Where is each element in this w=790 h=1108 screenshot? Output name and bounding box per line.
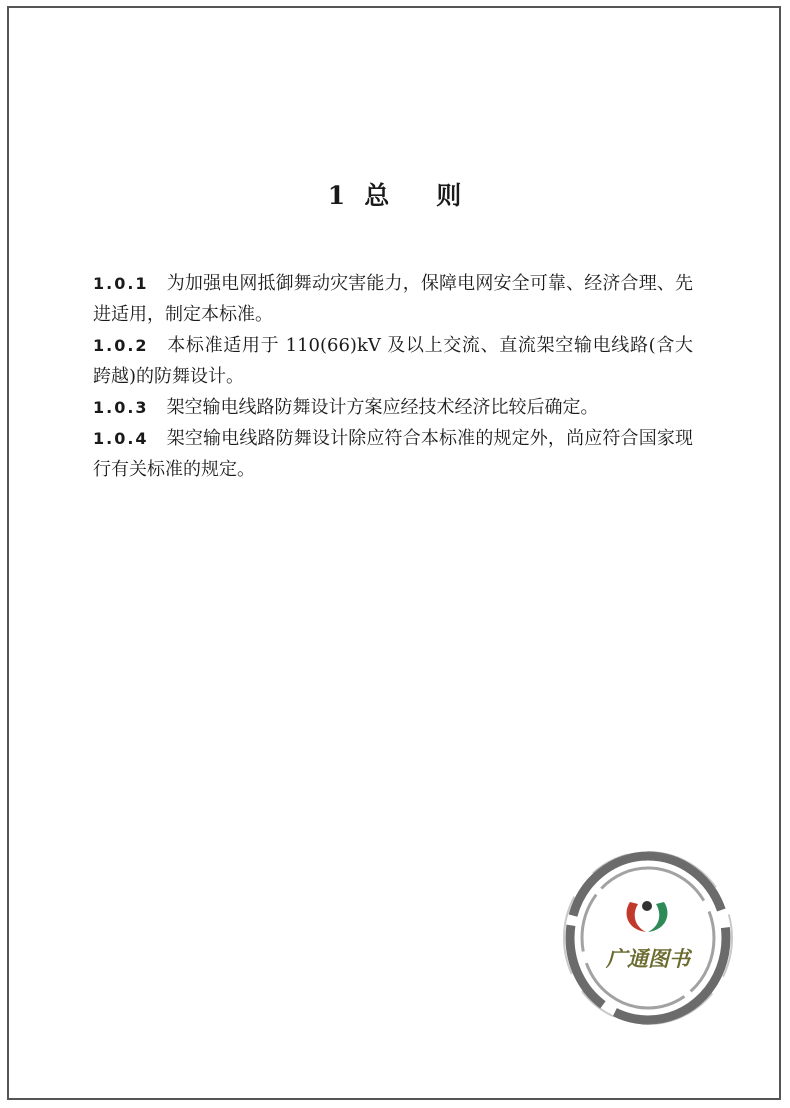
clause-1-0-3 xyxy=(93,392,693,423)
clause-1-0-4 xyxy=(93,423,693,485)
clause-text: 本标准适用于 110(66)kV 及以上交流、直流架空输电线路(含大跨越)的防舞设计。 xyxy=(93,335,693,387)
clause-text: 架空输电线路防舞设计除应符合本标准的规定外，尚应符合国家现行有关标准的规定。 xyxy=(93,428,693,480)
clause-number: 1.0.1 xyxy=(93,274,149,293)
clause-1-0-2 xyxy=(93,330,693,392)
seal-logo-icon xyxy=(627,901,668,932)
clause-list xyxy=(93,268,693,485)
chapter-number: 1 xyxy=(327,181,347,210)
chapter-title-part1: 总 xyxy=(364,181,391,210)
clause-number: 1.0.2 xyxy=(93,336,149,355)
chapter-title-part2: 则 xyxy=(436,181,463,210)
chapter-title xyxy=(0,176,790,212)
clause-text: 架空输电线路防舞设计方案应经技术经济比较后确定。 xyxy=(166,397,599,418)
clause-number: 1.0.4 xyxy=(93,429,149,448)
seal-graphic xyxy=(560,840,740,1030)
clause-1-0-1 xyxy=(93,268,693,330)
publisher-seal xyxy=(560,840,740,1030)
seal-text: 广通图书 xyxy=(606,946,690,971)
clause-text: 为加强电网抵御舞动灾害能力，保障电网安全可靠、经济合理、先进适用，制定本标准。 xyxy=(93,273,693,325)
seal-ring xyxy=(564,852,732,1024)
clause-number: 1.0.3 xyxy=(93,398,149,417)
